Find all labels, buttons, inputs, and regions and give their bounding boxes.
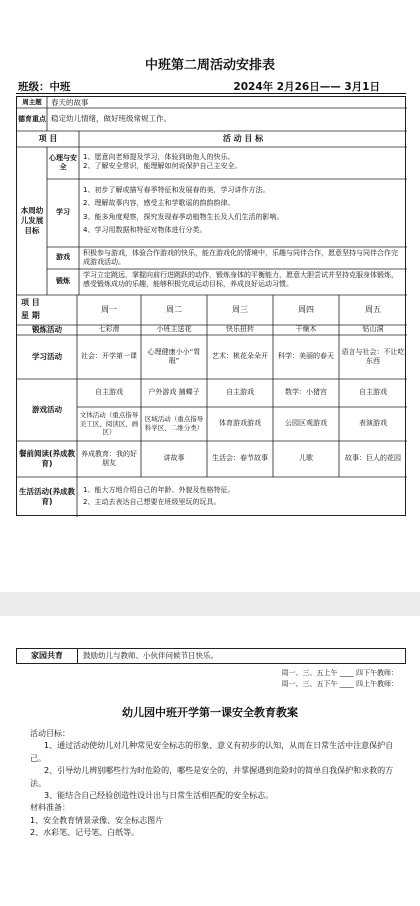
table-cell: 艺术：桃花朵朵开 <box>212 352 268 361</box>
day-header: 周四 <box>298 304 314 314</box>
day-header: 周三 <box>232 304 248 314</box>
table-cell: 自主游戏 <box>226 388 254 397</box>
table-cell: 户外游戏 捕蝶子 <box>148 388 200 397</box>
table-cell: 钻山洞 <box>362 325 384 334</box>
day-header: 周五 <box>365 304 381 314</box>
goal-item: 1、初步了解或描写春季特征和发展春的美，学习讲作方法。 <box>83 186 270 194</box>
table-cell: 社会：开学第一课 <box>81 352 137 361</box>
goal-item: 3、能多角度观察，探究发现春季动植物生长及人们生活的影响。 <box>83 212 284 221</box>
table-cell: 语言与社会：不让吃东西 <box>341 347 405 365</box>
prep-item: 1、安全教育情景录像、安全标志图片 <box>30 815 164 825</box>
date-range: 2024年 2月26日—— 3月1日 <box>233 81 380 93</box>
day-header: 周二 <box>166 304 182 314</box>
lesson-goals <box>30 728 400 840</box>
moral-value: 稳定幼儿情绪，做好班级常规工作。 <box>51 114 171 123</box>
table-cell: 故事：巨人的花园 <box>345 454 401 463</box>
table-cell: 自主游戏 <box>95 388 123 397</box>
home-value: 鼓励幼儿与教师、小伙伴问候节日快乐。 <box>83 651 218 660</box>
header-rule <box>16 93 406 94</box>
goal-label-exercise: 锻炼 <box>56 277 70 286</box>
table-cell: 数学：小猪宫 <box>285 388 327 397</box>
goal-label-psych: 心理与安全 <box>49 153 77 171</box>
goal-item: 4、学习用数据和特征对物体进行分类。 <box>83 225 207 234</box>
goal-items-study <box>83 184 403 246</box>
day-header: 周一 <box>101 304 117 314</box>
theme-label: 周主题 <box>22 98 42 107</box>
table-cell: 快乐扭转 <box>226 325 254 334</box>
goal-heading: 活动目标： <box>30 729 70 738</box>
row-label-reading: 餐前阅读(养成教育) <box>19 448 75 468</box>
prep-item: 2、水彩笔、记号笔、白纸等。 <box>30 828 140 838</box>
document-page-2 <box>0 616 420 906</box>
table-cell: 心理健康小小“胃瑕” <box>147 347 201 365</box>
goal-label-study: 学习 <box>56 208 70 217</box>
life-note: 1、能大方地介绍自己的年龄、外貌及性格特征。 <box>83 486 235 494</box>
document-title: 中班第二周活动安排表 <box>144 58 275 73</box>
home-label: 家园共育 <box>17 649 78 663</box>
goals-header: 活 动 目 标 <box>222 133 264 143</box>
goal-item: 1、愿意向老师提及学习，体验到助他人的快乐。 <box>83 153 235 161</box>
table-cell: 自主游戏 <box>359 388 387 397</box>
table-cell: 生活会：春节故事 <box>212 454 268 463</box>
weekly-goals-label: 本周幼儿发展目标 <box>20 205 44 236</box>
goal-paragraph: 2、引导幼儿辨别哪些行为时危险的，哪些是安全的，并掌握遇到危险时的简单自我保护和求救的方法。 <box>30 766 394 788</box>
goal-item: 2、了解安全常识，能理解如何说保护自己主安全。 <box>83 162 242 171</box>
goal-items-game <box>83 249 403 268</box>
schedule-project-label: 项 目 <box>21 298 40 307</box>
goal-paragraph: 1、通过活动使幼儿对几种常见安全标志的形象、意义有初步的认知，从而在日常生活中注意保护自己。 <box>30 741 394 763</box>
table-cell: 体育游戏游戏 <box>219 419 261 428</box>
table-cell: 儿歌 <box>299 454 313 463</box>
table-cell: 公园区观游戏 <box>285 419 327 428</box>
class-label: 班级：中班 <box>18 81 71 93</box>
prep-heading: 材料准备： <box>30 803 70 813</box>
life-note: 2、主动去表达自己想要在班级里玩的玩具。 <box>83 497 221 506</box>
goal-item: 2、理解故事内容，感受主和学歌谣的韵韵韵律。 <box>83 199 235 208</box>
goal-label-game: 游戏 <box>56 253 70 262</box>
life-notes <box>83 485 403 513</box>
goal-item: 积极参与游戏，体验合作游戏的快乐，能在游戏化的情境中，乐趣与同伴合作，愿意坚持与同伴合作完成游戏活动。 <box>83 249 398 267</box>
project-label: 项 目 <box>38 133 58 143</box>
goal-items-psych <box>83 153 403 177</box>
table-cell: 讲故事 <box>163 454 185 463</box>
row-label-study: 学习活动 <box>32 351 62 361</box>
schedule-table <box>16 96 406 516</box>
table-cell: 文体活动（重点指导美工区、阅读区、画区） <box>79 410 139 437</box>
table-cell: 干燥木 <box>295 325 317 334</box>
table-cell: 养成教育：我的好朋友 <box>81 449 137 467</box>
goal-paragraph: 3、能结合自己经验创造性设计出与日常生活相匹配的安全标志。 <box>44 790 274 800</box>
teacher-schedule-bottom: 周一、三、五下午 ____ 四上午教师： <box>281 680 398 688</box>
table-cell: 科学：美丽的春天 <box>278 352 334 361</box>
table-cell: 七彩滑 <box>98 325 120 334</box>
row-label-exercise: 锻炼活动 <box>32 325 62 334</box>
lesson-title: 幼儿园中班开学第一课安全教育教案 <box>122 706 298 719</box>
table-cell: 区域活动（重点指导科学区、二维分类） <box>144 415 204 432</box>
row-label-life: 生活活动(养成教育) <box>19 486 75 506</box>
table-cell: 表演游戏 <box>359 419 387 428</box>
goal-items-exercise <box>83 271 403 294</box>
home-cooperation-row <box>16 648 406 664</box>
theme-value: 春天的故事 <box>51 98 89 107</box>
schedule-week-label: 星 期 <box>21 311 40 320</box>
row-label-game: 游戏活动 <box>32 404 62 414</box>
moral-label: 德育重点 <box>18 114 46 123</box>
teacher-schedule-top: 周一、三、五上午 ____ 四下午教师： <box>281 669 398 677</box>
table-cell: 小班主送花 <box>156 325 192 334</box>
goal-item: 学习立定跳远，掌握向前行进跳跃的动作，锻炼身体的平衡能力，愿意大胆尝试并坚持克服身体锻炼，感受锻炼成功的乐趣，能够积极完成运动目标，养成良好运动习惯。 <box>83 271 398 289</box>
